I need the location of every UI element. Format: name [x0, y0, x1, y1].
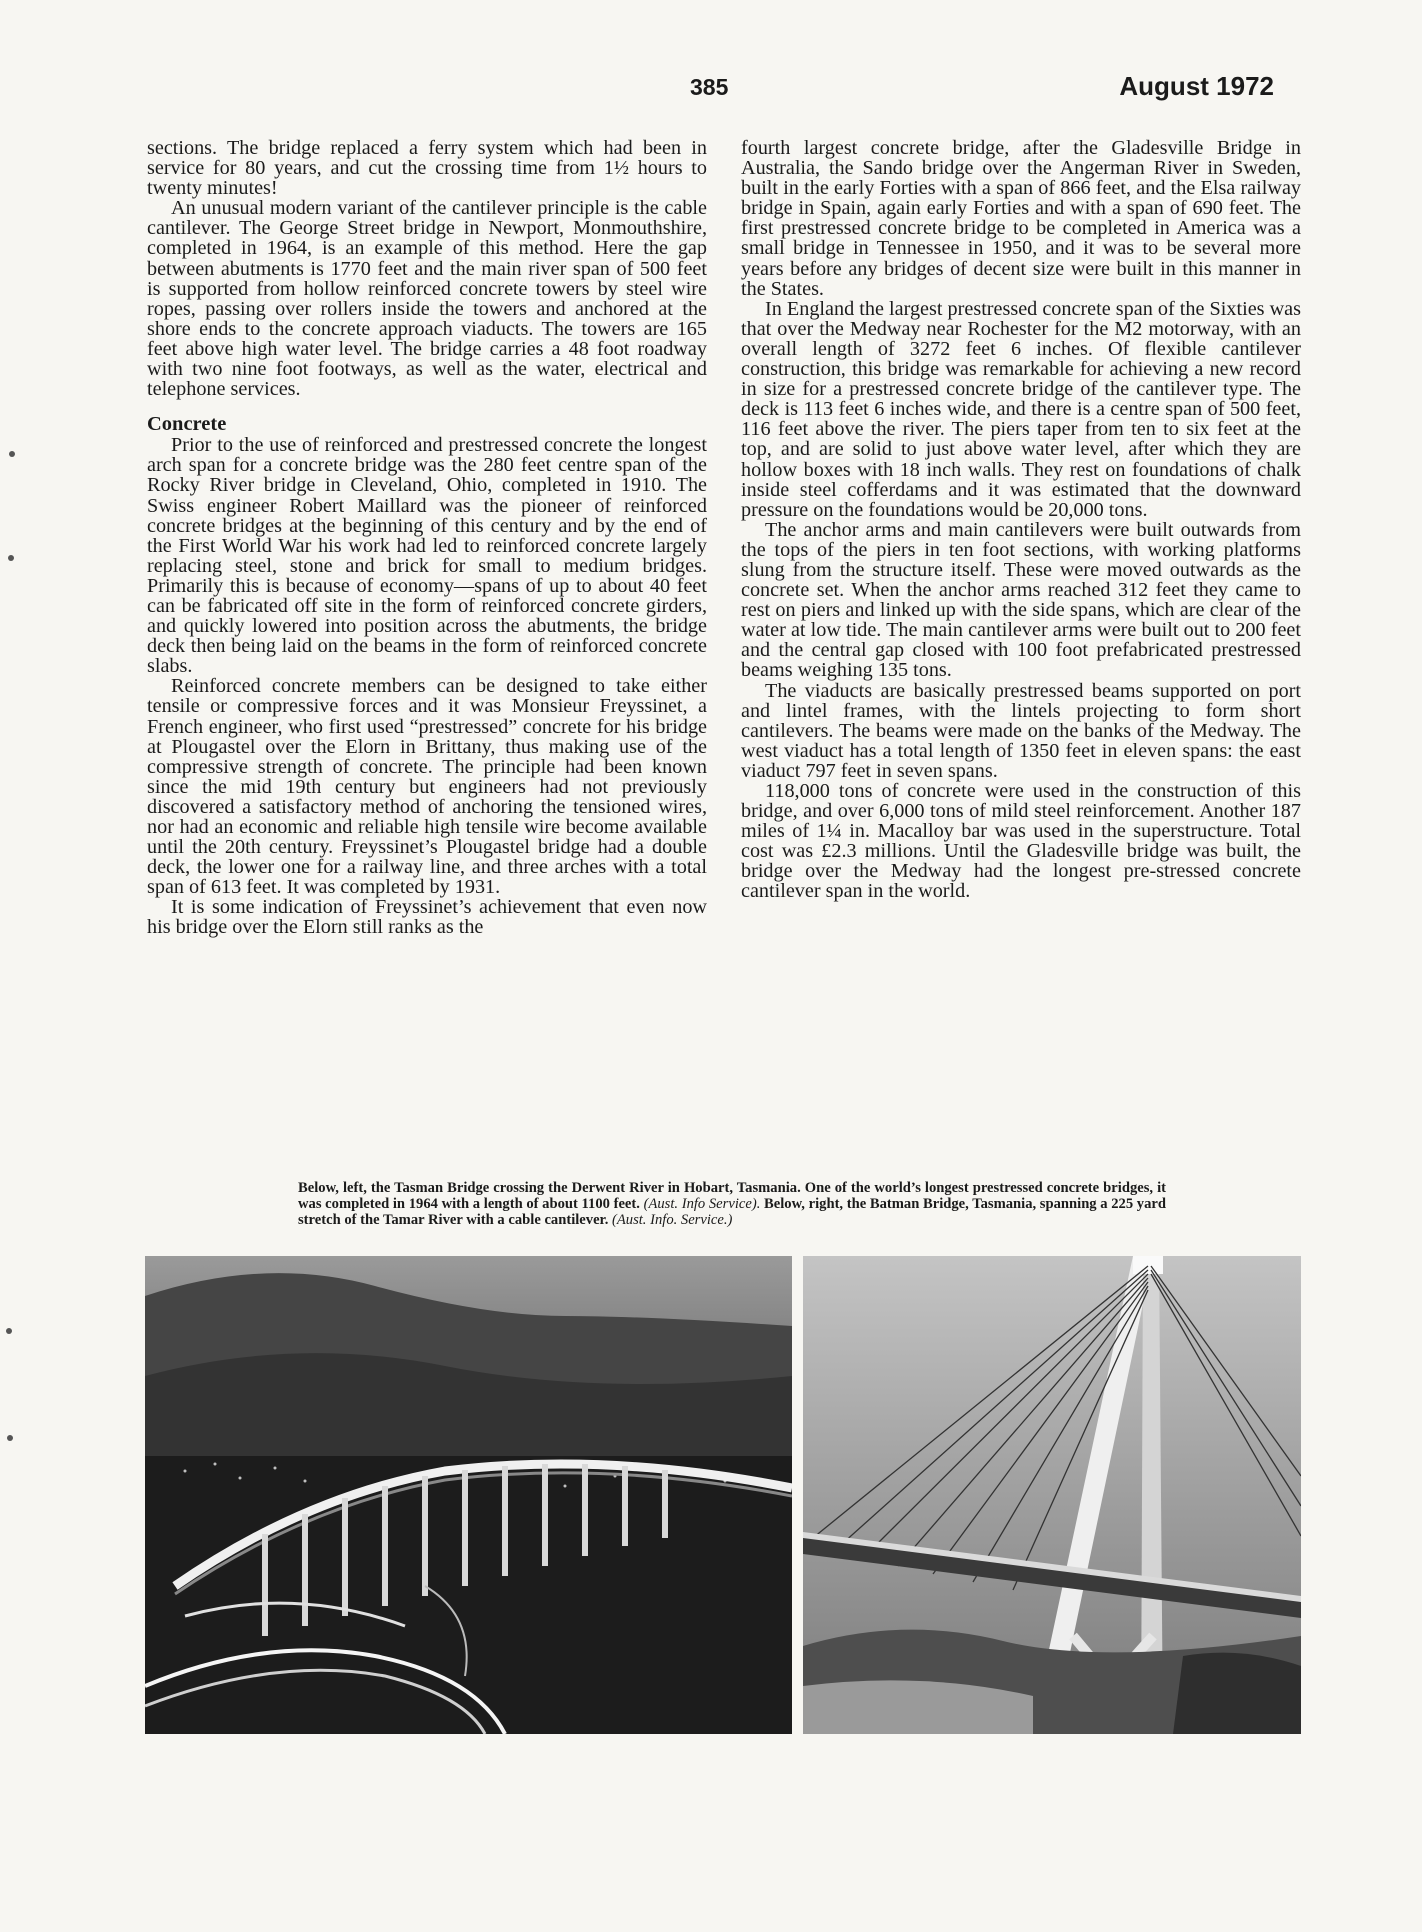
- batman-bridge-illustration: [803, 1256, 1301, 1734]
- tasman-bridge-illustration: [145, 1256, 792, 1734]
- left-column: [147, 138, 707, 938]
- caption-text-left: Below, left, the Tasman Bridge crossing the Derwent River in Hobart, Tasmania. One of the world’s longest prestressed concrete bridges, it was completed in 1964 with a length of about 1100 feet.: [298, 1180, 1166, 1212]
- section-heading: Concrete: [147, 413, 227, 436]
- paragraph: Prior to the use of reinforced and prestressed concrete the longest arch span for a concrete bridge was the 280 feet centre span of the Rocky River bridge in Cleveland, Ohio, completed in 1910. The Swiss engineer Robert Maillard was the pioneer of reinforced concrete bridges at the beginning of this century and by the end of the First World War his work had led to reinforced concrete largely replacing steel, stone and brick for small to medium bridges. Primarily this is because of economy—spans of up to about 40 feet can be fabricated off site in the form of reinforced concrete girders, and quickly lowered into position across the abutments, the bridge deck then being laid on the beams in the form of reinforced concrete slabs.: [147, 434, 707, 678]
- margin-mark: [8, 555, 14, 561]
- margin-mark: [6, 1328, 12, 1334]
- right-column: [741, 138, 1301, 902]
- caption-credit-right: (Aust. Info. Service.): [612, 1212, 733, 1228]
- margin-mark: [7, 1435, 13, 1441]
- paragraph: In England the largest prestressed concrete span of the Sixties was that over the Medway near Rochester for the M2 motorway, with an overall length of 3272 feet 6 inches. Of flexible cantilever construction, this bridge was remarkable for achieving a new record in size for a prestressed concrete bridge of the cantilever type. The deck is 113 feet 6 inches wide, and there is a centre span of 500 feet, 116 feet above the river. The piers taper from ten to six feet at the top, and are solid to just above water level, after which they are hollow boxes with 18 inch walls. They rest on foundations of chalk inside steel cofferdams and it was estimated that the downward pressure on the foundations would be 20,000 tons.: [741, 297, 1301, 521]
- caption-text-right: Below, right, the Batman Bridge, Tasmania, spanning a 225 yard stretch of the Tamar River with a cable cantilever.: [298, 1196, 1166, 1228]
- paragraph: The anchor arms and main cantilevers were built outwards from the tops of the piers in ten foot sections, with working platforms slung from the structure itself. These were moved outwards as the concrete set. When the anchor arms reached 312 feet they came to rest on piers and linked up with the side spans, which are clear of the water at low tide. The main cantilever arms were built out to 200 feet and the central gap closed with 100 foot prefabricated prestressed beams weighing 135 tons.: [741, 518, 1301, 682]
- photo-caption: [298, 1180, 1166, 1228]
- paragraph: An unusual modern variant of the cantilever principle is the cable cantilever. The George Street bridge in Newport, Monmouthshire, completed in 1964, is an example of this method. Here the gap between abutments is 1770 feet and the main river span of 500 feet is supported from hollow reinforced concrete towers by steel wire ropes, passing over rollers inside the towers and anchored at the shore ends to the concrete approach viaducts. The towers are 165 feet above high water level. The bridge carries a 48 foot roadway with two nine foot footways, as well as the water, electrical and telephone services.: [147, 197, 707, 401]
- margin-mark: [9, 451, 15, 457]
- caption-credit-left: (Aust. Info Service).: [643, 1196, 761, 1212]
- paragraph: Reinforced concrete members can be designed to take either tensile or compressive forces and it was Monsieur Freyssinet, a French engineer, who first used “prestressed” concrete for his bridge at Plougastel over the Elorn in Brittany, thus making use of the compressive strength of concrete. The principle had been known since the mid 19th century but engineers had not previously discovered a satisfactory method of anchoring the tensioned wires, nor had an economic and reliable high tensile wire become available until the 20th century. Freyssinet’s Plougastel bridge had a double deck, the lower one for a railway line, and three arches with a total span of 613 feet. It was completed by 1931.: [147, 675, 707, 899]
- paragraph: The viaducts are basically prestressed beams supported on port and lintel frames, with the lintels projecting to form short cantilevers. The beams were made on the banks of the Medway. The west viaduct has a total length of 1350 feet in eleven spans: the east viaduct 797 feet in seven spans.: [741, 679, 1301, 782]
- tasman-bridge-photo: [145, 1256, 792, 1734]
- page-number: 385: [690, 74, 729, 100]
- batman-bridge-photo: [803, 1256, 1301, 1734]
- paragraph: It is some indication of Freyssinet’s achievement that even now his bridge over the Elorn still ranks as the: [147, 896, 707, 939]
- paragraph: fourth largest concrete bridge, after the Gladesville Bridge in Australia, the Sando bridge over the Angerman River in Sweden, built in the early Forties with a span of 866 feet, and the Elsa railway bridge in Spain, again early Forties and with a span of 690 feet. The first prestressed concrete bridge to be completed in America was a small bridge in Tennessee in 1950, and it was to be several more years before any bridges of decent size were built in this manner in the States.: [741, 137, 1301, 300]
- issue-date: August 1972: [1119, 71, 1274, 101]
- paragraph: sections. The bridge replaced a ferry system which had been in service for 80 years, and cut the crossing time from 1½ hours to twenty minutes!: [147, 137, 707, 200]
- paragraph: 118,000 tons of concrete were used in the construction of this bridge, and over 6,000 tons of mild steel reinforcement. Another 187 miles of 1¼ in. Macalloy bar was used in the superstructure. Total cost was £2.3 millions. Until the Gladesville bridge was built, the bridge over the Medway had the longest pre-stressed concrete cantilever span in the world.: [741, 780, 1301, 903]
